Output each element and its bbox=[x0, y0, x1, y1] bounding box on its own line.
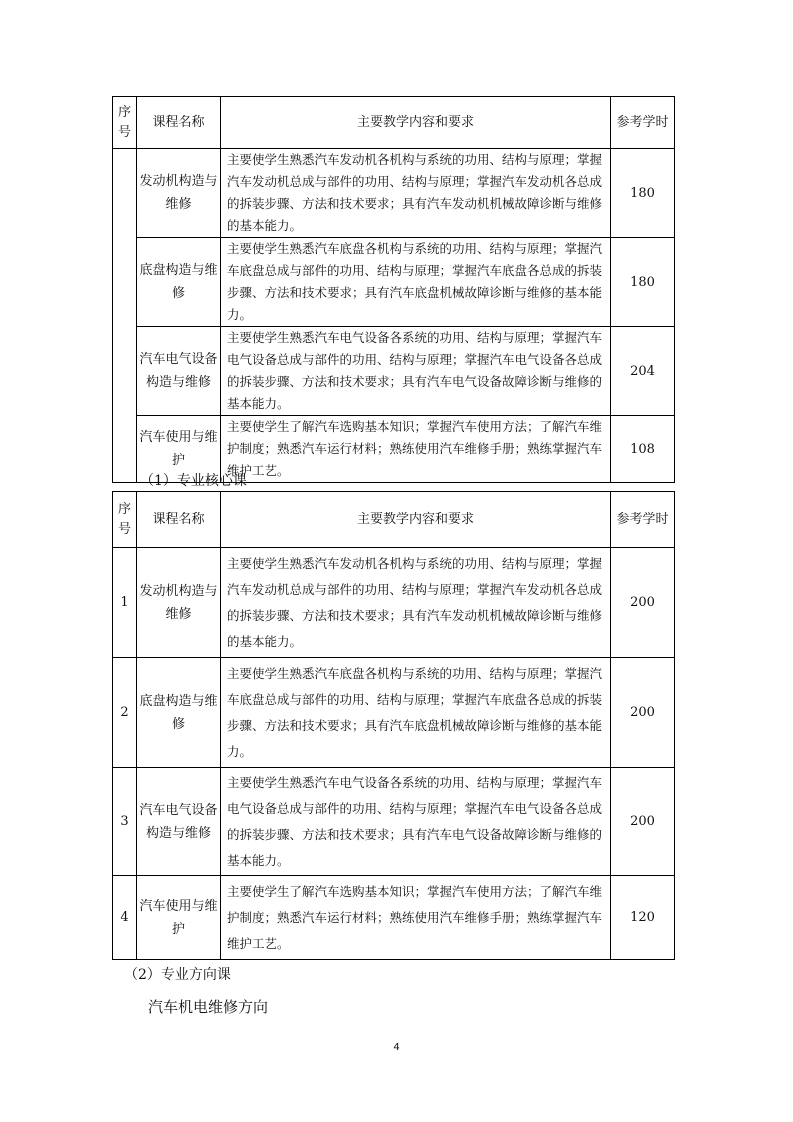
header-course-name: 课程名称 bbox=[137, 492, 221, 548]
table-header-row bbox=[113, 492, 675, 548]
course-name: 汽车电气设备构造与维修 bbox=[137, 327, 221, 416]
course-content: 主要使学生熟悉汽车发动机各机构与系统的功用、结构与原理；掌握汽车发动机总成与部件的功用、结构与原理；掌握汽车发动机各总成的拆装步骤、方法和技术要求；具有汽车发动机机械故障诊断与维修的基本能力。 bbox=[221, 149, 611, 238]
course-content: 主要使学生熟悉汽车电气设备各系统的功用、结构与原理；掌握汽车电气设备总成与部件的功用、结构与原理；掌握汽车电气设备各总成的拆装步骤、方法和技术要求；具有汽车电气设备故障诊断与维修的基本能力。 bbox=[221, 327, 611, 416]
course-name: 发动机构造与维修 bbox=[137, 548, 221, 658]
course-content: 主要使学生熟悉汽车电气设备各系统的功用、结构与原理；掌握汽车电气设备总成与部件的功用、结构与原理；掌握汽车电气设备各总成的拆装步骤、方法和技术要求；具有汽车电气设备故障诊断与维修的基本能力。 bbox=[221, 768, 611, 876]
course-name: 汽车电气设备构造与维修 bbox=[137, 768, 221, 876]
table-row bbox=[113, 238, 675, 327]
section-heading-direction-courses: （2）专业方向课 bbox=[124, 967, 231, 983]
course-name: 汽车使用与维护 bbox=[137, 416, 221, 483]
course-hours: 200 bbox=[611, 658, 675, 768]
table-row bbox=[113, 876, 675, 960]
course-content: 主要使学生熟悉汽车底盘各机构与系统的功用、结构与原理；掌握汽车底盘总成与部件的功用、结构与原理；掌握汽车底盘各总成的拆装步骤、方法和技术要求；具有汽车底盘机械故障诊断与维修的基本能力。 bbox=[221, 238, 611, 327]
header-seq: 序号 bbox=[113, 97, 137, 149]
header-content: 主要教学内容和要求 bbox=[221, 97, 611, 149]
seq-cell: 4 bbox=[113, 876, 137, 960]
course-table-core bbox=[112, 491, 675, 960]
course-hours: 200 bbox=[611, 548, 675, 658]
section-heading-core-courses: （1）专业核心课 bbox=[140, 473, 247, 489]
header-content: 主要教学内容和要求 bbox=[221, 492, 611, 548]
table-row bbox=[113, 658, 675, 768]
course-content: 主要使学生熟悉汽车底盘各机构与系统的功用、结构与原理；掌握汽车底盘总成与部件的功用、结构与原理；掌握汽车底盘各总成的拆装步骤、方法和技术要求；具有汽车底盘机械故障诊断与维修的基本能力。 bbox=[221, 658, 611, 768]
course-name: 底盘构造与维修 bbox=[137, 658, 221, 768]
course-content: 主要使学生了解汽车选购基本知识；掌握汽车使用方法；了解汽车维护制度；熟悉汽车运行材料；熟练使用汽车维修手册；熟练掌握汽车维护工艺。 bbox=[221, 416, 611, 483]
course-hours: 108 bbox=[611, 416, 675, 483]
table-row bbox=[113, 327, 675, 416]
course-content: 主要使学生了解汽车选购基本知识；掌握汽车使用方法；了解汽车维护制度；熟悉汽车运行材料；熟练使用汽车维修手册；熟练掌握汽车维护工艺。 bbox=[221, 876, 611, 960]
course-content: 主要使学生熟悉汽车发动机各机构与系统的功用、结构与原理；掌握汽车发动机总成与部件的功用、结构与原理；掌握汽车发动机各总成的拆装步骤、方法和技术要求；具有汽车发动机机械故障诊断与维修的基本能力。 bbox=[221, 548, 611, 658]
course-hours: 200 bbox=[611, 768, 675, 876]
header-hours: 参考学时 bbox=[611, 97, 675, 149]
course-hours: 204 bbox=[611, 327, 675, 416]
course-name: 汽车使用与维护 bbox=[137, 876, 221, 960]
course-name: 底盘构造与维修 bbox=[137, 238, 221, 327]
course-table-top bbox=[112, 96, 675, 483]
course-hours: 120 bbox=[611, 876, 675, 960]
seq-cell bbox=[113, 149, 137, 483]
seq-cell: 2 bbox=[113, 658, 137, 768]
table-row bbox=[113, 768, 675, 876]
course-hours: 180 bbox=[611, 149, 675, 238]
seq-cell: 3 bbox=[113, 768, 137, 876]
header-seq: 序号 bbox=[113, 492, 137, 548]
header-hours: 参考学时 bbox=[611, 492, 675, 548]
header-course-name: 课程名称 bbox=[137, 97, 221, 149]
course-hours: 180 bbox=[611, 238, 675, 327]
page-number: 4 bbox=[393, 1042, 400, 1053]
table-row bbox=[113, 548, 675, 658]
table-row bbox=[113, 149, 675, 238]
table-header-row bbox=[113, 97, 675, 149]
subheading-direction: 汽车机电维修方向 bbox=[148, 998, 269, 1016]
course-name: 发动机构造与维修 bbox=[137, 149, 221, 238]
seq-cell: 1 bbox=[113, 548, 137, 658]
